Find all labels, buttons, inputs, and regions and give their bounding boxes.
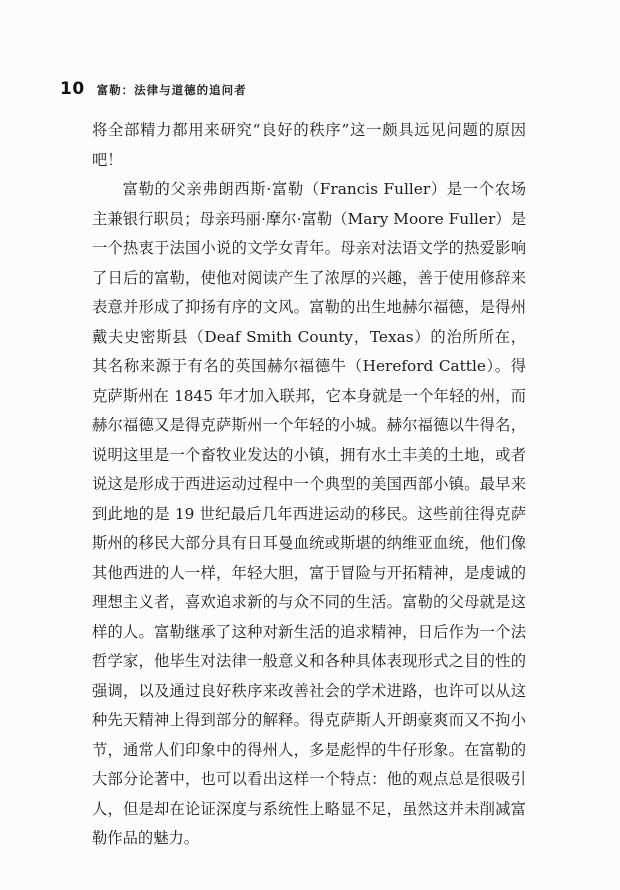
paragraph-fuller-background: 富勒的父亲弗朗西斯·富勒（Francis Fuller）是一个农场主兼银行职员；母亲玛丽·摩尔·富勒（Mary Moore Fuller）是一个热衷于法国小说的文学女青年。母亲对法语文学的热爱影响了日后的富勒，使他对阅读产生了浓厚的兴趣，善于使用修辞来表意并形成了抑扬有序的文风。富勒的出生地赫尔福德，是得州戴夫史密斯县（Deaf Smith County，Texas）的治所所在，其名称来源于有名的英国赫尔福德牛（Hereford Cattle）。得克萨斯州在 1845 年才加入联邦，它本身就是一个年轻的州，而赫尔福德又是得克萨斯州一个年轻的小城。赫尔福德以牛得名，说明这里是一个畜牧业发达的小镇，拥有水土丰美的土地，或者说这是形成于西进运动过程中一个典型的美国西部小镇。最早来到此地的是 19 世纪最后几年西进运动的移民。这些前往得克萨斯州的移民大部分具有日耳曼血统或斯堪的纳维亚血统，他们像其他西进的人一样，年轻大胆，富于冒险与开拓精神，是虔诚的理想主义者，喜欢追求新的与众不同的生活。富勒的父母就是这样的人。富勒继承了这种对新生活的追求精神，日后作为一个法哲学家，他毕生对法律一般意义和各种具体表现形式之目的性的强调，以及通过良好秩序来改善社会的学术进路，也许可以从这种先天精神上得到部分的解释。得克萨斯人开朗豪爽而又不拘小节，通常人们印象中的得州人，多是彪悍的牛仔形象。在富勒的大部分论著中，也可以看出这样一个特点：他的观点总是很吸引人，但是却在论证深度与系统性上略显不足，虽然这并未削减富勒作品的魅力。	[92, 180, 526, 847]
running-title: 富勒：法律与道德的追问者	[96, 83, 247, 97]
page-number: 10	[60, 79, 85, 99]
page-header	[60, 79, 247, 103]
body-text	[92, 116, 526, 854]
paragraph-continuation: 将全部精力都用来研究“良好的秩序”这一颇具远见问题的原因吧！	[92, 121, 526, 169]
